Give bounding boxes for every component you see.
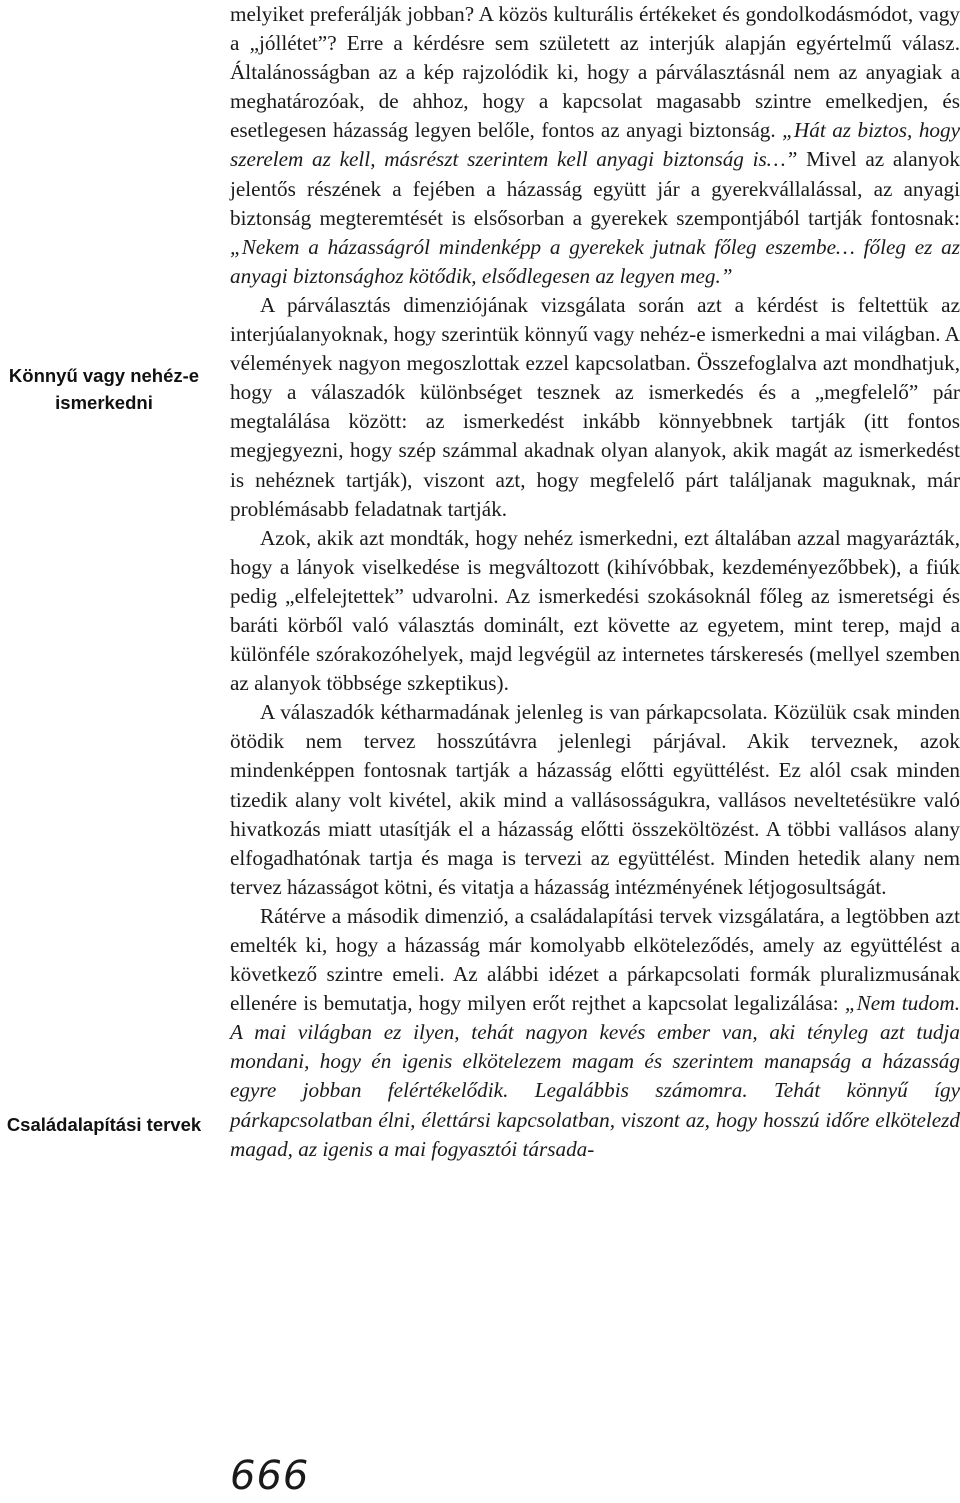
main-text-column <box>230 0 960 1164</box>
paragraph-3: Azok, akik azt mondták, hogy nehéz ismerkedni, ezt általában azzal magyarázták, hogy a lányok viselkedése is megváltozott (kihívóbbak, kezdeményezőbbek), a fiúk pedig „elfelejtettek” udvarolni. Az ismerkedési szokásoknál főleg az ismeretségi és baráti körből való választás dominált, ezt követte az egyetem, mint terep, majd a különféle szórakozóhelyek, majd legvégül az internetes társkeresés (mellyel szemben az alanyok többsége szkeptikus). <box>230 525 960 696</box>
paragraph-5 <box>230 902 960 1164</box>
paragraph-1 <box>230 0 960 291</box>
page-number: 666 <box>230 1453 310 1499</box>
margin-note-ismerkedes: Könnyű vagy nehéz-e ismerkedni <box>8 365 200 413</box>
paragraph-5-quote-1: „Nem tudom. A mai világban ez ilyen, tehát nagyon kevés ember van, aki tényleg azt tudja mondani, hogy én igenis elkötelezem magam és szerintem manapság a házasság egyre jobban felértékelődik. Legalábbis számomra. Tehát könnyű így párkapcsolatban élni, élettársi kapcsolatban, viszont az, hogy hosszú időre elkötelezd magad, az igenis a mai fogyasztói társada- <box>230 991 960 1161</box>
paragraph-1-text-a: melyiket preferálják jobban? A közös kulturális értékeket és gondolkodásmódot, vagy a „jóllétet”? Erre a kérdésre sem született az interjúk alapján egyértelmű válasz. Általánosságban az a kép rajzolódik ki, hogy a párválasztásnál nem az anyagiak a meghatározóak, de ahhoz, hogy a kapcsolat magasabb szintre emelkedjen, és esetlegesen házasság legyen belőle, fontos az anyagi biztonság. <box>230 2 960 143</box>
paragraph-5-text-a: Rátérve a második dimenzió, a családalapítási tervek vizsgálatára, a legtöbben azt emelték ki, hogy a házasság már komolyabb elköteleződés, amely az együttélést a következő szintre emeli. Az alábbi idézet a párkapcsolati formák pluralizmusának ellenére is bemutatja, hogy milyen erőt rejthet a kapcsolat legalizálása: <box>230 903 960 1016</box>
paragraph-1-text-b: Mivel az alanyok jelentős részének a fejében a házasság együtt jár a gyerekvállalással, az anyagi biztonság megteremtését is elsősorban a gyerekek szempontjából tartják fontosnak: <box>230 147 960 230</box>
margin-note-csaladalapitas: Családalapítási tervek <box>6 1114 202 1135</box>
paragraph-2: A párválasztás dimenziójának vizsgálata során azt a kérdést is feltettük az interjúalanyoknak, hogy szerintük könnyű vagy nehéz-e ismerkedni a mai világban. A vélemények nagyon megoszlottak ezzel kapcsolatban. Összefoglalva azt mondhatjuk, hogy a válaszadók különbséget tesznek az ismerkedés és a „megfelelő” pár megtalálása között: az ismerkedést inkább könnyebbnek tartják (itt fontos megjegyezni, hogy szép számmal akadnak olyan alanyok, akik magát az ismerkedést is nehéznek tartják), viszont azt, hogy megfelelő párt találjanak maguknak, már problémásabb feladatnak tartják. <box>230 292 960 521</box>
paragraph-1-quote-1: „Hát az biztos, hogy szerelem az kell, másrészt szerintem kell anyagi biztonság is…” <box>230 118 960 172</box>
paragraph-1-quote-2: „Nekem a házasságról mindenképp a gyerekek jutnak főleg eszembe… főleg ez az anyagi biztonsághoz kötődik, elsődlegesen az legyen meg.” <box>230 234 960 288</box>
paragraph-4: A válaszadók kétharmadának jelenleg is van párkapcsolata. Közülük csak minden ötödik nem tervez hosszútávra jelenlegi párjával. Akik terveznek, azok mindenképpen fontosnak tartják a házasság előtti együttélést. Ez alól csak minden tizedik alany volt kivétel, akik mind a vallásosságukra, vallásos neveltetésükre való hivatkozás miatt utasítják el a házasság előtti összeköltözést. A többi vallásos alany elfogadhatónak tartja és maga is tervezi az együttélést. Minden hetedik alany nem tervez házasságot kötni, és vitatja a házasság intézményének létjogosultságát. <box>230 700 960 899</box>
